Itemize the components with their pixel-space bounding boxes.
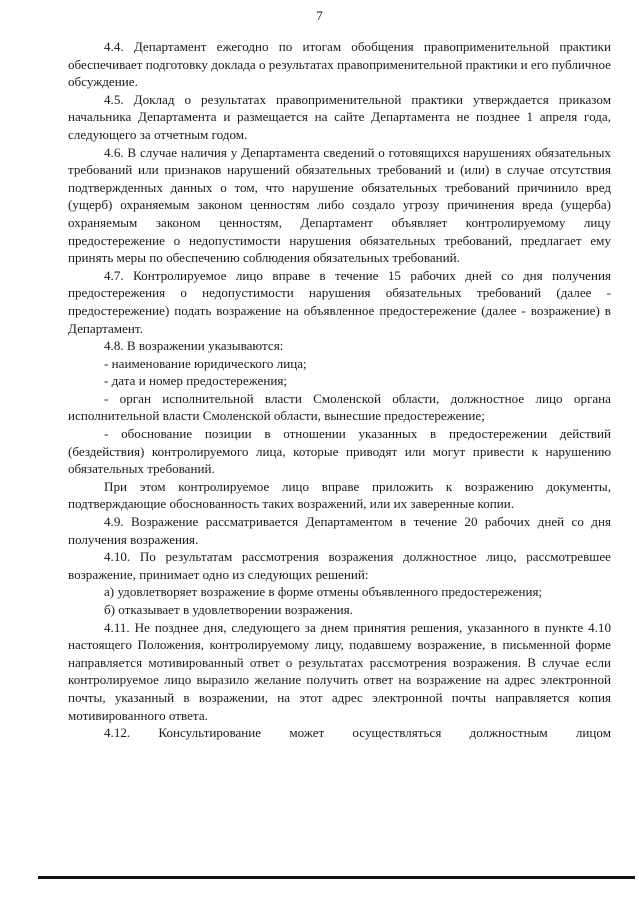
paragraph-4-5: 4.5. Доклад о результатах правоприменительной практики утверждается приказом начальника Департамента и размещается на сайте Департамента не позднее 1 апреля года, следующего за отчетным годом.: [68, 91, 611, 142]
paragraph-4-12: 4.12. Консультирование может осуществляться должностным лицом: [104, 725, 611, 741]
paragraph-attachments: При этом контролируемое лицо вправе приложить к возражению документы, подтверждающие обоснованность таких возражений, или их заверенные копии.: [68, 478, 611, 512]
list-item: а) удовлетворяет возражение в форме отмены объявленного предостережения;: [104, 584, 543, 600]
paragraph-4-6: 4.6. В случае наличия у Департамента сведений о готовящихся нарушениях обязательных требований или признаков нарушений обязательных требований и (или) в случае отсутствия подтвержденных данных о том, что нарушение обязательных требований причинило вред (ущерб) охраняемым законом ценностям либо создало угрозу причинения вреда (ущерба) охраняемым законом ценностям, Департамент объявляет контролируемому лицу предостережение о недопустимости нарушения обязательных требований, предлагает ему принять меры по обеспечению соблюдения обязательных требований.: [68, 144, 611, 266]
paragraph-4-10: 4.10. По результатам рассмотрения возражения должностное лицо, рассмотревшее возражение, принимает одно из следующих решений:: [68, 549, 611, 582]
list-item: б) отказывает в удовлетворении возражения.: [104, 602, 353, 617]
list-item: - орган исполнительной власти Смоленской области, должностное лицо органа исполнительной власти Смоленской области, вынесшие предостережение;: [68, 390, 611, 424]
list-item: - наименование юридического лица;: [104, 355, 307, 371]
paragraph-4-7: 4.7. Контролируемое лицо вправе в течение 15 рабочих дней со дня получения предостережения о недопустимости нарушения обязательных требований (далее - предостережение) подать возражение на объявленное предостережение (далее - возражение) в Департамент.: [68, 267, 611, 336]
list-item: - обоснование позиции в отношении указанных в предостережении действий (бездействия) контролируемого лица, которые приводят или могут привести к нарушению обязательных требований.: [68, 426, 611, 477]
paragraph-4-4: 4.4. Департамент ежегодно по итогам обобщения правоприменительной практики обеспечивает подготовку доклада о результатах правоприменительной практики и его публичное обсуждение.: [68, 39, 611, 90]
list-item: - дата и номер предостережения;: [104, 373, 288, 389]
paragraph-4-11: 4.11. Не позднее дня, следующего за днем принятия решения, указанного в пункте 4.10 настоящего Положения, контролируемому лицу, подавшему возражение, в письменной форме направляется мотивированный ответ о результатах рассмотрения возражения. В случае если контролируемое лицо выразило желание получить ответ на возражение на адрес электронной почты, указанный в возражении, на этот адрес электронной почты направляется копия мотивированного ответа.: [68, 619, 611, 723]
paragraph-4-9: 4.9. Возражение рассматривается Департаментом в течение 20 рабочих дней со дня получения возражения.: [68, 514, 611, 547]
page-number: 7: [316, 8, 323, 23]
document-body: [68, 38, 611, 742]
bottom-divider: [38, 876, 635, 879]
paragraph-4-8: 4.8. В возражении указываются:: [104, 338, 284, 354]
